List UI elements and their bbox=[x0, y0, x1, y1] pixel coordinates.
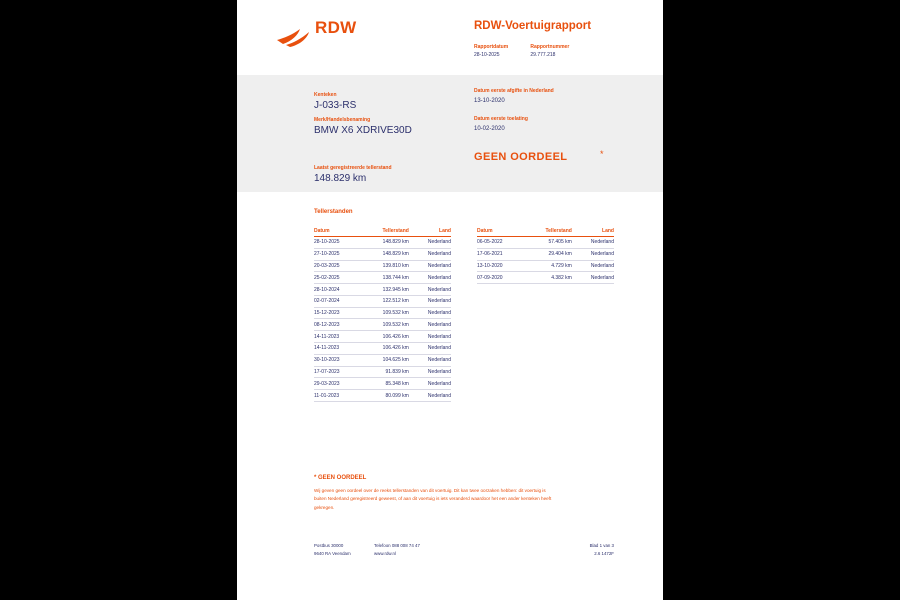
document-page bbox=[237, 0, 663, 600]
table-row bbox=[477, 237, 614, 249]
table-header-row bbox=[477, 228, 614, 237]
table-row bbox=[314, 390, 451, 402]
col-land: Land bbox=[572, 228, 614, 237]
table-row bbox=[314, 260, 451, 272]
cell-datum: 29-03-2023 bbox=[314, 378, 361, 390]
cell-tellerstand: 109.532 km bbox=[361, 319, 409, 331]
footer-contact bbox=[374, 543, 420, 559]
table-row bbox=[314, 319, 451, 331]
cell-land: Nederland bbox=[409, 237, 451, 249]
footer-phone: Telefoon 088 008 74 47 bbox=[374, 543, 420, 548]
footer-website: www.rdw.nl bbox=[374, 551, 396, 556]
table-row bbox=[314, 343, 451, 355]
table-row bbox=[314, 295, 451, 307]
kenteken-value: J-033-RS bbox=[314, 100, 357, 111]
cell-datum: 28-10-2024 bbox=[314, 284, 361, 296]
cell-tellerstand: 80.099 km bbox=[361, 390, 409, 402]
cell-datum: 28-10-2025 bbox=[314, 237, 361, 249]
table-row bbox=[477, 248, 614, 260]
document-header bbox=[237, 0, 663, 75]
report-date-value: 28-10-2025 bbox=[474, 52, 500, 58]
cell-land: Nederland bbox=[409, 366, 451, 378]
table-header-row bbox=[314, 228, 451, 237]
cell-tellerstand: 109.532 km bbox=[361, 307, 409, 319]
report-number-value: 29.777.218 bbox=[530, 52, 556, 58]
cell-tellerstand: 148.829 km bbox=[361, 248, 409, 260]
cell-datum: 17-06-2021 bbox=[477, 248, 524, 260]
verdict-text: GEEN OORDEEL bbox=[474, 151, 568, 163]
table-row bbox=[314, 284, 451, 296]
footer-address-line2: 9640 RA Veendam bbox=[314, 551, 351, 556]
report-date-block bbox=[474, 44, 529, 58]
table-row bbox=[314, 272, 451, 284]
odometer-table-title: Tellerstanden bbox=[314, 209, 353, 215]
cell-land: Nederland bbox=[409, 248, 451, 260]
rdw-logo-text: RDW bbox=[315, 18, 357, 37]
cell-tellerstand: 148.829 km bbox=[361, 237, 409, 249]
col-land: Land bbox=[409, 228, 451, 237]
mileage-value: 148.829 km bbox=[314, 173, 367, 184]
footnote-body: Wij geven geen oordeel over de reeks tellerstanden van dit voertuig. Dit kan twee oorzaken hebben: dit voertuig is buiten Nederland geregistreerd geweest, of aan dit voertuig is iets veranderd waardoor het een ander kenteken heeft gekregen. bbox=[314, 488, 552, 510]
cell-tellerstand: 106.426 km bbox=[361, 343, 409, 355]
cell-tellerstand: 139.810 km bbox=[361, 260, 409, 272]
cell-tellerstand: 138.744 km bbox=[361, 272, 409, 284]
footer-swoosh-graphic bbox=[474, 570, 663, 600]
cell-tellerstand: 106.426 km bbox=[361, 331, 409, 343]
cell-datum: 13-10-2020 bbox=[477, 260, 524, 272]
cell-tellerstand: 122.512 km bbox=[361, 295, 409, 307]
cell-land: Nederland bbox=[572, 237, 614, 249]
cell-land: Nederland bbox=[409, 378, 451, 390]
table-row bbox=[314, 354, 451, 366]
kenteken-label: Kenteken bbox=[314, 92, 337, 98]
first-admission-label: Datum eerste toelating bbox=[474, 116, 528, 122]
footer-pagination bbox=[574, 543, 614, 559]
cell-land: Nederland bbox=[409, 284, 451, 296]
col-tellerstand: Tellerstand bbox=[524, 228, 572, 237]
cell-datum: 07-09-2020 bbox=[477, 272, 524, 284]
table-row bbox=[314, 378, 451, 390]
report-number-block bbox=[530, 44, 569, 58]
report-number-label: Rapportnummer bbox=[530, 44, 570, 50]
mileage-label: Laatst geregistreerde tellerstand bbox=[314, 165, 392, 171]
cell-datum: 15-12-2023 bbox=[314, 307, 361, 319]
merk-value: BMW X6 XDRIVE30D bbox=[314, 125, 412, 136]
cell-land: Nederland bbox=[572, 248, 614, 260]
merk-label: Merk/Handelsbenaming bbox=[314, 117, 371, 123]
cell-tellerstand: 4.729 km bbox=[524, 260, 572, 272]
cell-tellerstand: 91.839 km bbox=[361, 366, 409, 378]
cell-land: Nederland bbox=[572, 272, 614, 284]
col-datum: Datum bbox=[477, 228, 524, 237]
table-row bbox=[477, 272, 614, 284]
rdw-swoosh-icon bbox=[276, 26, 312, 48]
footer-address bbox=[314, 543, 351, 559]
cell-tellerstand: 104.625 km bbox=[361, 354, 409, 366]
table-row bbox=[314, 248, 451, 260]
cell-land: Nederland bbox=[409, 354, 451, 366]
cell-datum: 08-12-2023 bbox=[314, 319, 361, 331]
first-registration-nl-label: Datum eerste afgifte in Nederland bbox=[474, 88, 554, 94]
cell-land: Nederland bbox=[409, 272, 451, 284]
cell-tellerstand: 85.348 km bbox=[361, 378, 409, 390]
cell-datum: 30-10-2023 bbox=[314, 354, 361, 366]
cell-land: Nederland bbox=[572, 260, 614, 272]
summary-band bbox=[237, 75, 663, 192]
cell-land: Nederland bbox=[409, 319, 451, 331]
col-datum: Datum bbox=[314, 228, 361, 237]
footer-page-number: Blad 1 van 3 bbox=[589, 543, 614, 548]
cell-land: Nederland bbox=[409, 390, 451, 402]
footnote-title: * GEEN OORDEEL bbox=[314, 475, 367, 481]
cell-datum: 27-10-2025 bbox=[314, 248, 361, 260]
report-title: RDW-Voertuigrapport bbox=[474, 20, 592, 32]
table-row bbox=[314, 366, 451, 378]
cell-datum: 14-11-2023 bbox=[314, 343, 361, 355]
table-row bbox=[314, 331, 451, 343]
cell-land: Nederland bbox=[409, 331, 451, 343]
cell-land: Nederland bbox=[409, 343, 451, 355]
odometer-table-right bbox=[477, 228, 614, 284]
table-row bbox=[314, 237, 451, 249]
footer-doc-code: 2.6 1472F bbox=[594, 551, 614, 556]
cell-datum: 25-02-2025 bbox=[314, 272, 361, 284]
first-registration-nl-value: 13-10-2020 bbox=[474, 98, 505, 104]
cell-datum: 14-11-2023 bbox=[314, 331, 361, 343]
col-tellerstand: Tellerstand bbox=[361, 228, 409, 237]
verdict-footnote-marker: * bbox=[600, 149, 604, 159]
cell-datum: 20-03-2025 bbox=[314, 260, 361, 272]
cell-land: Nederland bbox=[409, 307, 451, 319]
table-row bbox=[314, 307, 451, 319]
footer-address-line1: Postbus 30000 bbox=[314, 543, 344, 548]
cell-tellerstand: 132.945 km bbox=[361, 284, 409, 296]
cell-tellerstand: 29.404 km bbox=[524, 248, 572, 260]
odometer-table-left bbox=[314, 228, 451, 402]
cell-tellerstand: 4.382 km bbox=[524, 272, 572, 284]
cell-datum: 06-05-2022 bbox=[477, 237, 524, 249]
table-row bbox=[477, 260, 614, 272]
first-admission-value: 10-02-2020 bbox=[474, 126, 505, 132]
cell-tellerstand: 57.405 km bbox=[524, 237, 572, 249]
report-meta bbox=[474, 44, 569, 58]
report-date-label: Rapportdatum bbox=[474, 44, 509, 50]
cell-land: Nederland bbox=[409, 260, 451, 272]
cell-datum: 17-07-2023 bbox=[314, 366, 361, 378]
cell-datum: 11-01-2023 bbox=[314, 390, 361, 402]
cell-land: Nederland bbox=[409, 295, 451, 307]
cell-datum: 02-07-2024 bbox=[314, 295, 361, 307]
